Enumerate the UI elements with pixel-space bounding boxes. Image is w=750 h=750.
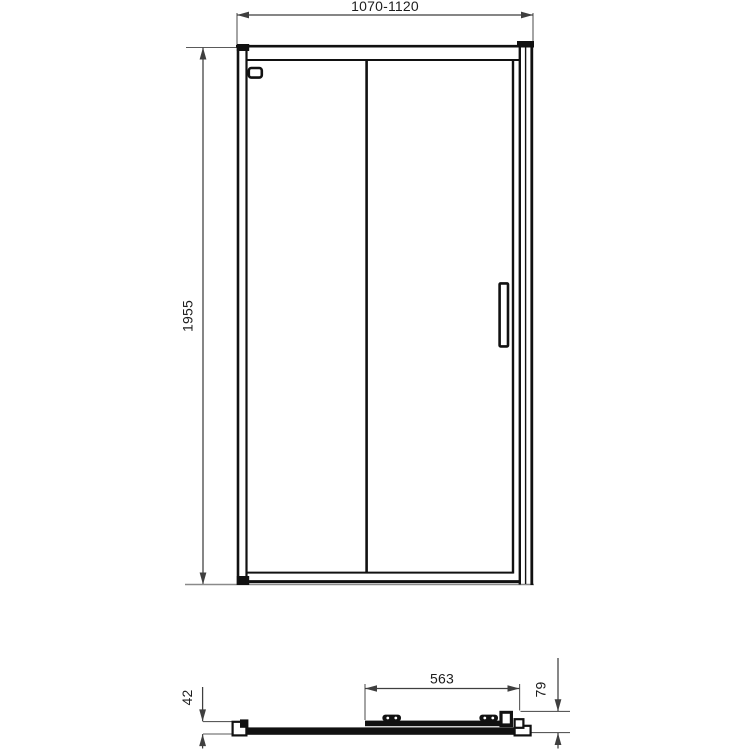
arrow-up-icon: [199, 734, 206, 746]
width-dimension-label: 1070-1120: [351, 0, 419, 14]
width-dimension: [237, 0, 533, 45]
height-dimension-label: 1955: [179, 300, 196, 332]
arrow-down-icon: [200, 573, 207, 585]
wall-profile-dimension: [179, 687, 235, 749]
arrow-left-icon: [237, 12, 249, 19]
front-view: [180, 0, 535, 585]
wall-profile-clamp: [240, 719, 248, 727]
arrow-right-icon: [508, 685, 520, 692]
roller-dot: [483, 717, 486, 720]
arrow-right-icon: [521, 12, 533, 19]
panel-width-dimension: [365, 671, 520, 721]
roller-dot: [386, 717, 389, 720]
handle-top-view: [499, 711, 513, 727]
right-end-profile: [515, 719, 531, 735]
roller-right: [479, 715, 498, 722]
bottom-track: [246, 727, 517, 734]
arrow-up-icon: [200, 48, 207, 60]
sliding-panel-top-view: [365, 721, 500, 727]
panel-dimension-label: 563: [430, 670, 454, 687]
arrow-left-icon: [365, 685, 377, 692]
left-wall-profile: [233, 719, 249, 735]
roller-body: [479, 715, 498, 722]
roller-dot: [394, 717, 397, 720]
door-frame: [185, 41, 534, 585]
handle-slot: [503, 714, 510, 724]
height-dimension: [180, 48, 238, 585]
depth-dimension-label: 79: [532, 681, 549, 698]
plan-view: [179, 658, 570, 749]
arrow-up-icon: [555, 733, 562, 745]
roller-left: [382, 715, 401, 722]
end-profile-tab: [515, 719, 524, 728]
roller-body: [382, 715, 401, 722]
wall-bracket: [249, 68, 262, 78]
arrow-down-icon: [555, 699, 562, 711]
arrow-down-icon: [199, 709, 206, 721]
wall-dimension-label: 42: [179, 689, 195, 706]
door-handle: [500, 283, 508, 346]
track-profile: [246, 721, 517, 735]
roller-dot: [491, 717, 494, 720]
